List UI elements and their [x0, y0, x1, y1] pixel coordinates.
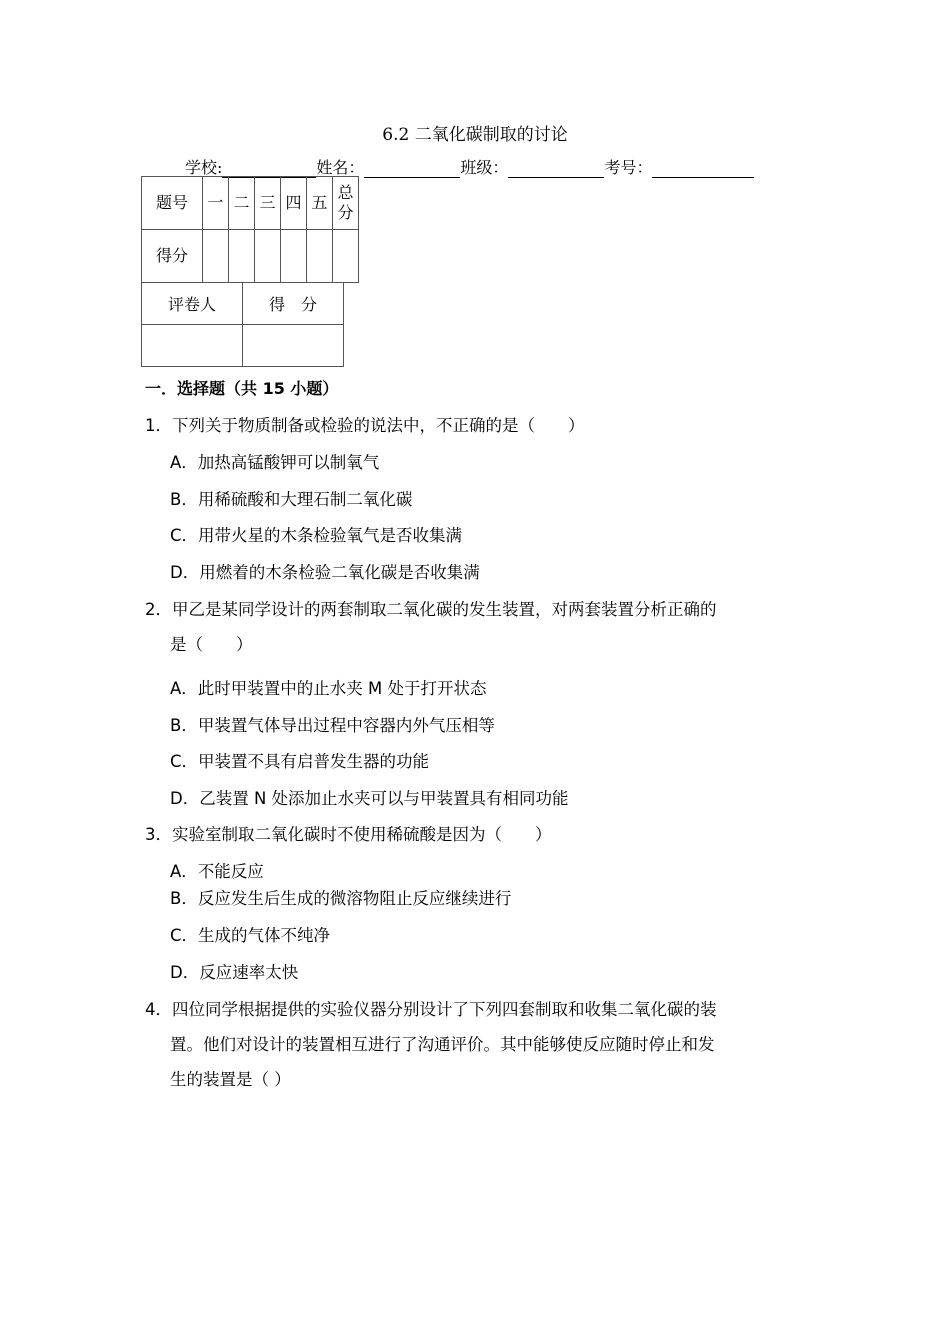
- question-number-label: 题号: [142, 177, 203, 230]
- score-cell[interactable]: [229, 230, 255, 283]
- question-4-stem-continued-2: 生的装置是（ ）: [170, 1070, 291, 1089]
- column-3: 三: [255, 177, 281, 230]
- class-label: 班级：: [460, 158, 509, 177]
- question-3-option-c: C．生成的气体不纯净: [170, 926, 331, 945]
- score-cell[interactable]: [255, 230, 281, 283]
- column-2: 二: [229, 177, 255, 230]
- grader-label: 评卷人: [142, 283, 243, 325]
- question-1-option-d: D．用燃着的木条检验二氧化碳是否收集满: [170, 563, 480, 582]
- question-3-option-a: A．不能反应: [170, 862, 264, 881]
- question-3-option-b: B．反应发生后生成的微溶物阻止反应继续进行: [170, 889, 512, 908]
- score-table-header-row: [142, 177, 359, 230]
- question-3-stem: 3．实验室制取二氧化碳时不使用稀硫酸是因为（ ）: [145, 825, 552, 844]
- question-1-option-b: B．用稀硫酸和大理石制二氧化碳: [170, 490, 413, 509]
- score-table-score-row: [142, 230, 359, 283]
- score-cell[interactable]: [333, 230, 359, 283]
- question-4-stem-continued: 置。他们对设计的装置相互进行了沟通评价。其中能够使反应随时停止和发: [170, 1035, 715, 1054]
- exam-no-blank: [652, 159, 754, 178]
- question-1-option-c: C．用带火星的木条检验氧气是否收集满: [170, 526, 463, 545]
- question-2-option-c: C．甲装置不具有启普发生器的功能: [170, 752, 430, 771]
- question-2-option-d: D．乙装置 N 处添加止水夹可以与甲装置具有相同功能: [170, 789, 569, 808]
- exam-no-label: 考号：: [604, 158, 653, 177]
- question-3-option-d: D．反应速率太快: [170, 963, 299, 982]
- question-2-stem: 2．甲乙是某同学设计的两套制取二氧化碳的发生装置，对两套装置分析正确的: [145, 600, 717, 619]
- column-5: 五: [307, 177, 333, 230]
- name-label: 姓名：: [316, 158, 365, 177]
- grader-score-label: 得 分: [243, 283, 344, 325]
- score-table: [141, 176, 359, 283]
- question-1-stem: 1．下列关于物质制备或检验的说法中，不正确的是（ ）: [145, 416, 585, 435]
- school-label: 学校:: [185, 158, 223, 177]
- question-2-option-a: A．此时甲装置中的止水夹 M 处于打开状态: [170, 679, 487, 698]
- column-4: 四: [281, 177, 307, 230]
- score-cell[interactable]: [307, 230, 333, 283]
- question-1-option-a: A．加热高锰酸钾可以制氧气: [170, 453, 380, 472]
- name-blank: [364, 159, 460, 178]
- score-label: 得分: [142, 230, 203, 283]
- grader-cell[interactable]: [142, 325, 243, 367]
- question-2-option-b: B．甲装置气体导出过程中容器内外气压相等: [170, 716, 495, 735]
- section-heading: 一．选择题（共 15 小题）: [145, 379, 339, 398]
- document-title: 6.2 二氧化碳制取的讨论: [382, 125, 568, 145]
- class-blank: [508, 159, 604, 178]
- column-total: 总分: [333, 177, 359, 230]
- column-1: 一: [203, 177, 229, 230]
- grader-table: [141, 282, 344, 367]
- student-info-line: [185, 155, 754, 178]
- score-cell[interactable]: [203, 230, 229, 283]
- grader-score-cell[interactable]: [243, 325, 344, 367]
- question-2-stem-continued: 是（ ）: [170, 635, 253, 654]
- question-4-stem: 4．四位同学根据提供的实验仪器分别设计了下列四套制取和收集二氧化碳的装: [145, 1000, 717, 1019]
- score-cell[interactable]: [281, 230, 307, 283]
